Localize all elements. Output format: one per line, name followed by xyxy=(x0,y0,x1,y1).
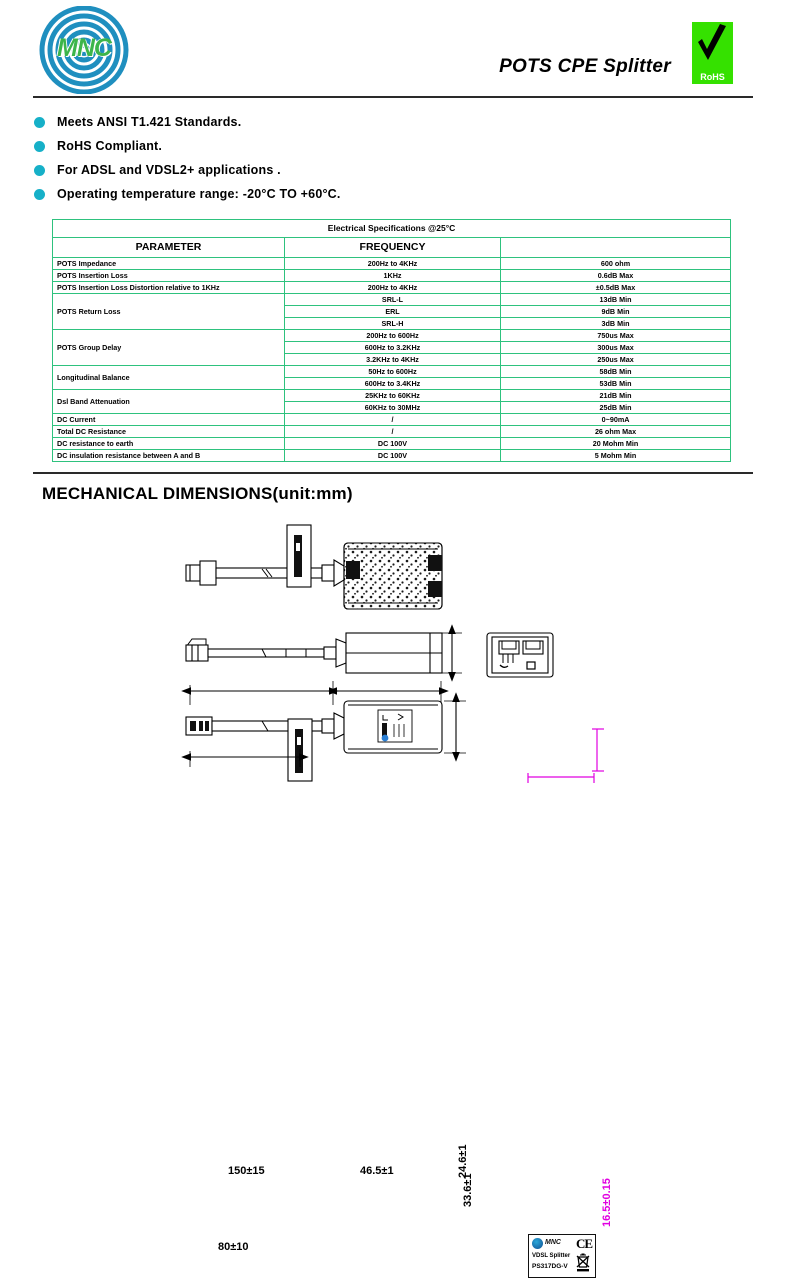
feature-text: RoHS Compliant. xyxy=(57,139,163,153)
cell-parameter: POTS Impedance xyxy=(53,258,285,270)
cell-value: 3dB Min xyxy=(501,318,731,330)
dimension-label-height: 16.5±0.15 xyxy=(601,1178,613,1227)
list-item xyxy=(34,182,534,206)
list-item xyxy=(34,110,534,134)
feature-text: Operating temperature range: -20°C TO +60°C. xyxy=(57,187,341,201)
cell-value: 26 ohm Max xyxy=(501,426,731,438)
cell-frequency: SRL-L xyxy=(285,294,501,306)
cell-frequency: 60KHz to 30MHz xyxy=(285,402,501,414)
cell-parameter: POTS Insertion Loss Distortion relative to 1KHz xyxy=(53,282,285,294)
cell-frequency: 1KHz xyxy=(285,270,501,282)
feature-text: For ADSL and VDSL2+ applications . xyxy=(57,163,281,177)
feature-list xyxy=(34,110,534,206)
mechanical-section-title: MECHANICAL DIMENSIONS(unit:mm) xyxy=(42,484,353,503)
table-row xyxy=(53,438,731,450)
cell-parameter: Longitudinal Balance xyxy=(53,366,285,390)
cell-value: 53dB Min xyxy=(501,378,731,390)
cell-parameter: POTS Insertion Loss xyxy=(53,270,285,282)
mechanical-divider xyxy=(33,472,753,474)
bullet-dot-icon xyxy=(34,189,45,200)
table-row xyxy=(53,366,731,378)
rohs-badge xyxy=(692,22,733,84)
cell-value: 750us Max xyxy=(501,330,731,342)
table-row xyxy=(53,282,731,294)
list-item xyxy=(34,134,534,158)
cell-parameter: DC insulation resistance between A and B xyxy=(53,450,285,462)
cell-value: 58dB Min xyxy=(501,366,731,378)
cell-value: 20 Mohm Min xyxy=(501,438,731,450)
dimension-body-width: 33.6±1 xyxy=(462,1173,474,1207)
cell-parameter: POTS Return Loss xyxy=(53,294,285,330)
cell-value: 5 Mohm Min xyxy=(501,450,731,462)
bullet-dot-icon xyxy=(34,141,45,152)
table-row xyxy=(53,330,731,342)
bullet-dot-icon xyxy=(34,165,45,176)
list-item xyxy=(34,158,534,182)
label-logo-icon xyxy=(532,1238,543,1249)
cell-parameter: Total DC Resistance xyxy=(53,426,285,438)
cell-parameter: POTS Group Delay xyxy=(53,330,285,366)
table-row xyxy=(53,390,731,402)
ce-mark-icon: CE xyxy=(575,1236,592,1251)
cell-frequency: 200Hz to 4KHz xyxy=(285,258,501,270)
cell-value: 9dB Min xyxy=(501,306,731,318)
drawing-canvas xyxy=(0,505,786,786)
cell-parameter: Dsl Band Attenuation xyxy=(53,390,285,414)
header-divider xyxy=(33,96,753,98)
mechanical-drawings xyxy=(0,505,786,1270)
page-header xyxy=(0,0,786,100)
table-row xyxy=(53,258,731,270)
table-row xyxy=(53,270,731,282)
cell-value: 300us Max xyxy=(501,342,731,354)
table-row xyxy=(53,414,731,426)
label-model-number: PS317DG-V xyxy=(532,1263,568,1270)
cell-frequency: 3.2KHz to 4KHz xyxy=(285,354,501,366)
bullet-dot-icon xyxy=(34,117,45,128)
logo-wordmark: MNC xyxy=(57,34,111,62)
column-header-0: PARAMETER xyxy=(53,238,285,258)
product-label-detail xyxy=(528,1234,596,1278)
cell-frequency: 200Hz to 600Hz xyxy=(285,330,501,342)
cell-frequency: 50Hz to 600Hz xyxy=(285,366,501,378)
label-brand-text: MNC xyxy=(545,1239,561,1246)
table-row xyxy=(53,426,731,438)
mnc-logo xyxy=(36,6,132,94)
dimension-body-height: 24.6±1 xyxy=(457,1144,469,1178)
cell-frequency: / xyxy=(285,414,501,426)
checkmark-icon xyxy=(692,22,733,70)
cell-frequency: DC 100V xyxy=(285,450,501,462)
cell-frequency: 600Hz to 3.2KHz xyxy=(285,342,501,354)
table-title: Electrical Specifications @25°C xyxy=(53,220,731,238)
cell-value: 600 ohm xyxy=(501,258,731,270)
cell-value: 21dB Min xyxy=(501,390,731,402)
cell-frequency: SRL-H xyxy=(285,318,501,330)
cell-value: 0.6dB Max xyxy=(501,270,731,282)
dimension-body-length: 46.5±1 xyxy=(360,1165,394,1177)
page-title: POTS CPE Splitter xyxy=(499,56,671,77)
cell-value: 13dB Min xyxy=(501,294,731,306)
cell-frequency: / xyxy=(285,426,501,438)
label-product-name: VDSL Splitter xyxy=(532,1253,571,1259)
table-title-row xyxy=(53,220,731,238)
cell-value: ±0.5dB Max xyxy=(501,282,731,294)
dimension-clip-distance: 80±10 xyxy=(218,1241,249,1253)
rohs-label: RoHS xyxy=(700,72,725,82)
cell-value: 0~90mA xyxy=(501,414,731,426)
table-row xyxy=(53,294,731,306)
dimension-cable-length: 150±15 xyxy=(228,1165,265,1177)
cell-parameter: DC resistance to earth xyxy=(53,438,285,450)
feature-text: Meets ANSI T1.421 Standards. xyxy=(57,115,242,129)
cell-parameter: DC Current xyxy=(53,414,285,426)
cell-frequency: ERL xyxy=(285,306,501,318)
cell-frequency: 25KHz to 60KHz xyxy=(285,390,501,402)
cell-frequency: 600Hz to 3.4KHz xyxy=(285,378,501,390)
column-header-2 xyxy=(501,238,731,258)
electrical-specifications-table xyxy=(52,219,731,462)
weee-bin-icon xyxy=(575,1253,591,1273)
cell-value: 25dB Min xyxy=(501,402,731,414)
column-header-1: FREQUENCY xyxy=(285,238,501,258)
table-row xyxy=(53,450,731,462)
cell-frequency: 200Hz to 4KHz xyxy=(285,282,501,294)
cell-frequency: DC 100V xyxy=(285,438,501,450)
cell-value: 250us Max xyxy=(501,354,731,366)
table-header-row xyxy=(53,238,731,258)
